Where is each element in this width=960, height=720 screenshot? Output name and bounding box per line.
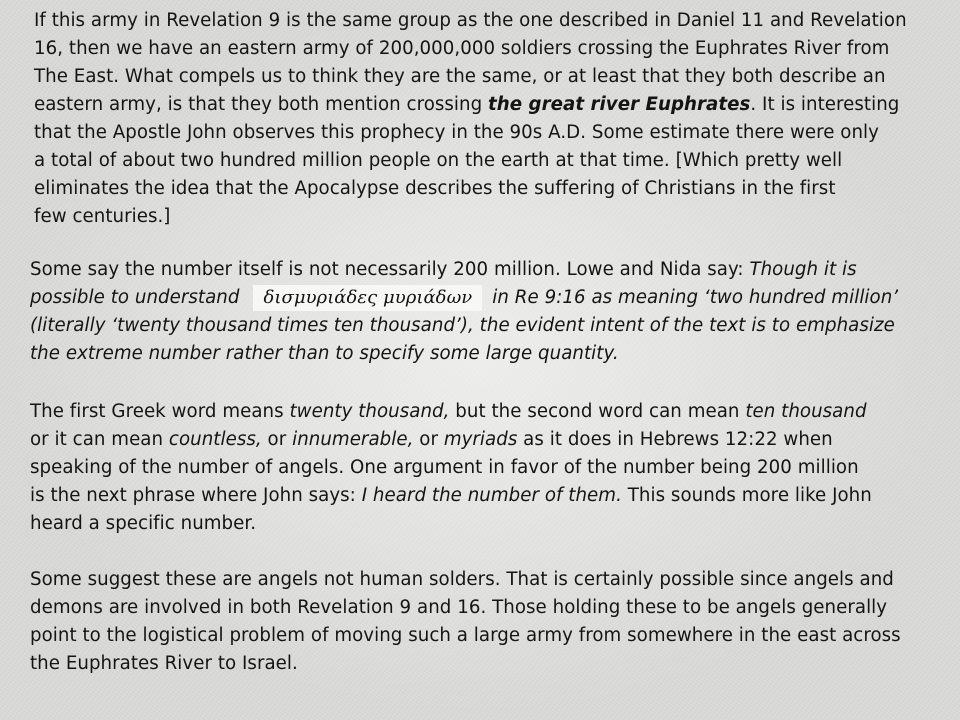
emphasis-run: ten thousand bbox=[745, 401, 867, 422]
text-line: demons are involved in both Revelation 9 and 16. Those holding these to be angels generally bbox=[30, 597, 888, 618]
text-line: (literally ‘twenty thousand times ten thousand’), the evident intent of the text is to emphasize bbox=[30, 315, 895, 336]
text-line bbox=[34, 91, 958, 119]
text-run: or bbox=[413, 429, 444, 450]
text-line: heard a specific number. bbox=[30, 513, 257, 534]
text-run: as it does in Hebrews 12:22 when bbox=[517, 429, 833, 450]
text-run: or bbox=[261, 429, 293, 450]
text-run: This sounds more like John bbox=[621, 485, 872, 506]
emphasis-run: myriads bbox=[443, 429, 518, 450]
text-line: few centuries.] bbox=[34, 206, 171, 227]
paragraph-angels-suggestion bbox=[30, 566, 955, 678]
text-line: a total of about two hundred million people on the earth at that time. [Which pretty well bbox=[34, 150, 843, 171]
text-line bbox=[30, 284, 950, 312]
text-line: the extreme number rather than to specify some large quantity. bbox=[30, 343, 619, 364]
paragraph-lowe-nida-quote bbox=[30, 256, 950, 368]
text-line bbox=[30, 256, 950, 284]
emphasis-run: twenty thousand, bbox=[289, 401, 450, 422]
text-line: that the Apostle John observes this prophecy in the 90s A.D. Some estimate there were only bbox=[34, 122, 879, 143]
text-line: The East. What compels us to think they are the same, or at least that they both describe an bbox=[34, 66, 886, 87]
text-run: eastern army, is that they both mention crossing bbox=[34, 94, 489, 115]
paragraph-greek-word-meaning bbox=[30, 398, 950, 538]
paragraph-army-euphrates bbox=[34, 7, 958, 231]
emphasis-run: countless, bbox=[168, 429, 262, 450]
text-line: point to the logistical problem of moving such a large army from somewhere in the east across bbox=[30, 625, 901, 646]
text-run: or it can mean bbox=[30, 429, 169, 450]
text-run: The first Greek word means bbox=[30, 401, 290, 422]
text-line bbox=[30, 482, 950, 510]
text-run: Some say the number itself is not necessarily 200 million. Lowe and Nida say: bbox=[30, 259, 750, 280]
text-line bbox=[30, 398, 950, 426]
text-line bbox=[30, 426, 950, 454]
text-line: eliminates the idea that the Apocalypse describes the suffering of Christians in the first bbox=[34, 178, 836, 199]
text-line: the Euphrates River to Israel. bbox=[30, 653, 298, 674]
text-run: . It is interesting bbox=[750, 94, 900, 115]
emphasis-great-river-euphrates: the great river Euphrates bbox=[488, 94, 751, 115]
quote-run: Though it is bbox=[749, 259, 857, 280]
text-run: is the next phrase where John says: bbox=[30, 485, 362, 506]
emphasis-run: I heard the number of them. bbox=[361, 485, 622, 506]
quote-run: in Re 9:16 as meaning ‘two hundred million’ bbox=[492, 287, 899, 308]
text-line: 16, then we have an eastern army of 200,000,000 soldiers crossing the Euphrates River from bbox=[34, 38, 890, 59]
text-run: but the second word can mean bbox=[449, 401, 746, 422]
text-line: Some suggest these are angels not human solders. That is certainly possible since angels and bbox=[30, 569, 894, 590]
emphasis-run: innumerable, bbox=[292, 429, 414, 450]
text-line: speaking of the number of angels. One argument in favor of the number being 200 million bbox=[30, 457, 859, 478]
text-line: If this army in Revelation 9 is the same group as the one described in Daniel 11 and Revelation bbox=[34, 10, 907, 31]
quote-run: possible to understand bbox=[30, 287, 240, 308]
greek-phrase-image: δισμυριάδες μυριάδων bbox=[253, 285, 482, 311]
